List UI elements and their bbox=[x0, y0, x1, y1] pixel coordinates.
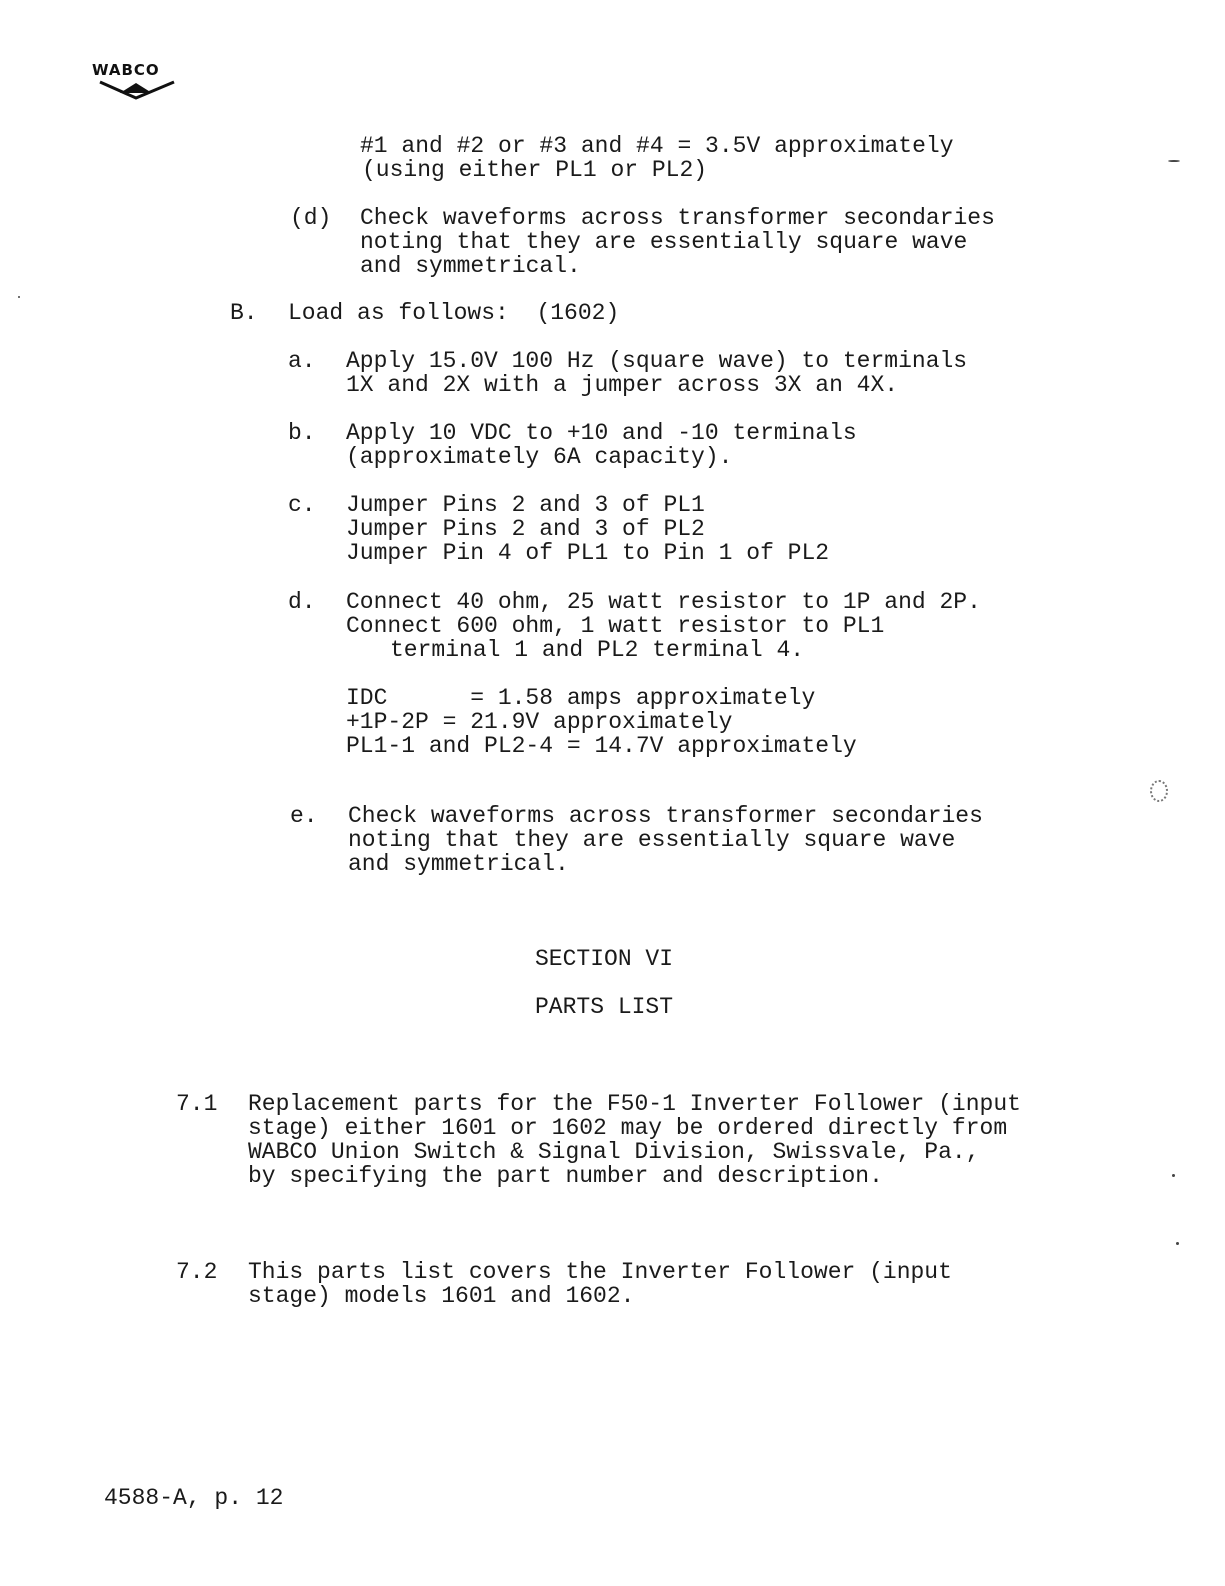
step-b-line-1: Apply 10 VDC to +10 and -10 terminals bbox=[346, 420, 857, 446]
step-a-line-2: 1X and 2X with a jumper across 3X an 4X. bbox=[346, 372, 899, 398]
logo-chevron-icon bbox=[98, 78, 178, 100]
step-c-line-3: Jumper Pin 4 of PL1 to Pin 1 of PL2 bbox=[346, 540, 830, 566]
scan-mark bbox=[1172, 1174, 1175, 1177]
page-reference: 4588-A, p. 12 bbox=[104, 1485, 284, 1511]
section-b-heading: Load as follows: (1602) bbox=[288, 300, 620, 326]
step-d-marker: d. bbox=[288, 589, 316, 615]
item-d-line-3: and symmetrical. bbox=[360, 253, 581, 279]
para-7-1-line-1: Replacement parts for the F50-1 Inverter Follower (input bbox=[248, 1091, 1021, 1117]
para-7-1-number: 7.1 bbox=[176, 1091, 218, 1117]
para-7-2-line-1: This parts list covers the Inverter Follower (input bbox=[248, 1259, 952, 1285]
scan-mark bbox=[1168, 160, 1180, 162]
step-e-line-2: noting that they are essentially square wave bbox=[348, 827, 956, 853]
step-c-marker: c. bbox=[288, 492, 316, 518]
item-d-marker: (d) bbox=[290, 205, 332, 231]
continuation-line-2: (using either PL1 or PL2) bbox=[362, 157, 708, 183]
continuation-line-1: #1 and #2 or #3 and #4 = 3.5V approximately bbox=[360, 133, 954, 159]
item-d-line-2: noting that they are essentially square wave bbox=[360, 229, 968, 255]
step-d-line-2: Connect 600 ohm, 1 watt resistor to PL1 bbox=[346, 613, 885, 639]
step-d-line-3: terminal 1 and PL2 terminal 4. bbox=[390, 637, 805, 663]
section-title: PARTS LIST bbox=[535, 994, 674, 1020]
section-number: SECTION VI bbox=[535, 946, 674, 972]
reading-1p-2p: +1P-2P = 21.9V approximately bbox=[346, 709, 733, 735]
step-a-marker: a. bbox=[288, 348, 316, 374]
step-e-line-1: Check waveforms across transformer secondaries bbox=[348, 803, 983, 829]
para-7-1-line-4: by specifying the part number and description. bbox=[248, 1163, 883, 1189]
para-7-2-line-2: stage) models 1601 and 1602. bbox=[248, 1283, 635, 1309]
step-e-marker: e. bbox=[290, 803, 318, 829]
step-b-line-2: (approximately 6A capacity). bbox=[346, 444, 733, 470]
reading-idc: IDC = 1.58 amps approximately bbox=[346, 685, 816, 711]
section-b-marker: B. bbox=[230, 300, 258, 326]
item-d-line-1: Check waveforms across transformer secondaries bbox=[360, 205, 995, 231]
logo-text: WABCO bbox=[92, 61, 160, 79]
scan-mark bbox=[1150, 780, 1168, 802]
step-c-line-1: Jumper Pins 2 and 3 of PL1 bbox=[346, 492, 705, 518]
para-7-1-line-2: stage) either 1601 or 1602 may be ordered directly from bbox=[248, 1115, 1008, 1141]
reading-pl1-pl2: PL1-1 and PL2-4 = 14.7V approximately bbox=[346, 733, 857, 759]
step-a-line-1: Apply 15.0V 100 Hz (square wave) to terminals bbox=[346, 348, 968, 374]
step-d-line-1: Connect 40 ohm, 25 watt resistor to 1P and 2P. bbox=[346, 589, 981, 615]
para-7-1-line-3: WABCO Union Switch & Signal Division, Swissvale, Pa., bbox=[248, 1139, 980, 1165]
wabco-logo bbox=[92, 62, 188, 100]
step-e-line-3: and symmetrical. bbox=[348, 851, 569, 877]
scan-mark bbox=[18, 296, 20, 298]
step-b-marker: b. bbox=[288, 420, 316, 446]
para-7-2-number: 7.2 bbox=[176, 1259, 218, 1285]
step-c-line-2: Jumper Pins 2 and 3 of PL2 bbox=[346, 516, 705, 542]
scan-mark bbox=[1176, 1242, 1179, 1245]
